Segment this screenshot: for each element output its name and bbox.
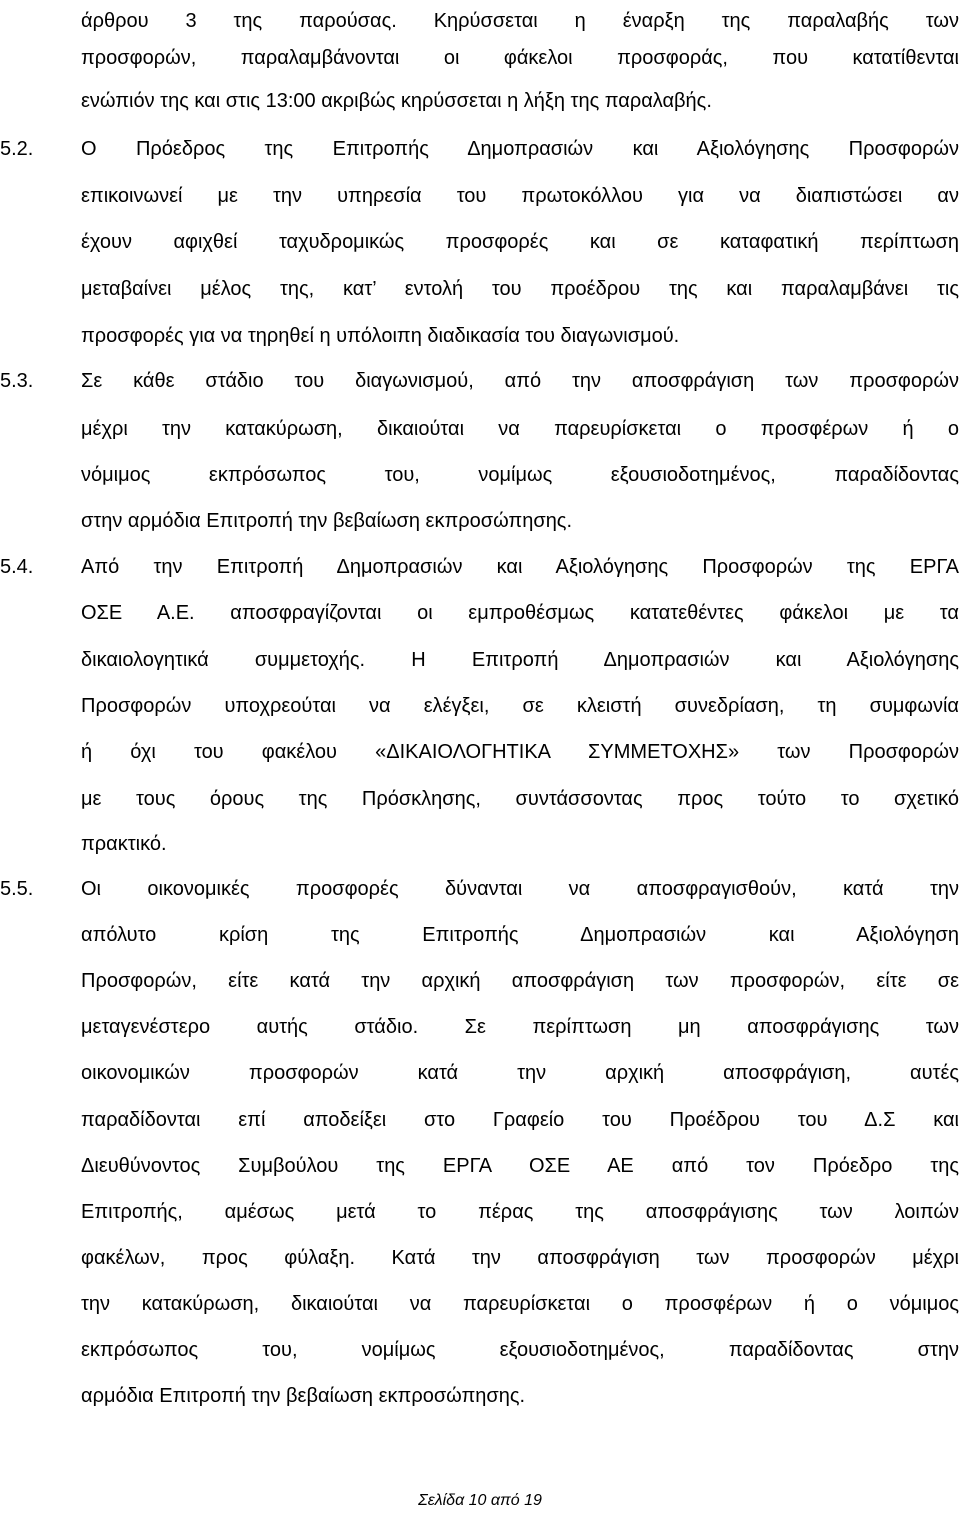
paragraph-line: Ο Πρόεδρος της Επιτροπής Δημοπρασιών και Αξιολόγησης Προσφορών [81, 138, 959, 160]
paragraph-line: απόλυτο κρίση της Επιτροπής Δημοπρασιών και Αξιολόγηση [81, 924, 959, 946]
paragraph-line: μεταγενέστερο αυτής στάδιο. Σε περίπτωση μη αποσφράγισης των [81, 1016, 959, 1038]
paragraph-line: εκπρόσωπος του, νομίμως εξουσιοδοτημένος, παραδίδοντας στην [81, 1339, 959, 1361]
paragraph-line: νόμιμος εκπρόσωπος του, νομίμως εξουσιοδοτημένος, παραδίδοντας [81, 464, 959, 486]
paragraph-line: ή όχι του φακέλου «ΔΙΚΑΙΟΛΟΓΗΤΙΚΑ ΣΥΜΜΕΤΟΧΗΣ» των Προσφορών [81, 741, 959, 763]
paragraph-line: Από την Επιτροπή Δημοπρασιών και Αξιολόγησης Προσφορών της ΕΡΓΑ [81, 556, 959, 578]
paragraph-line: Οι οικονομικές προσφορές δύνανται να αποσφραγισθούν, κατά την [81, 878, 959, 900]
paragraph-line: έχουν αφιχθεί ταχυδρομικώς προσφορές και σε καταφατική περίπτωση [81, 231, 959, 253]
paragraph-line: προσφορές για να τηρηθεί η υπόλοιπη διαδικασία του διαγωνισμού. [81, 325, 680, 347]
paragraph-line: προσφορών, παραλαμβάνονται οι φάκελοι προσφοράς, που κατατίθενται [81, 47, 959, 69]
page-number-footer: Σελίδα 10 από 19 [418, 1492, 542, 1509]
section-number: 5.4. [0, 556, 34, 578]
paragraph-line: Σε κάθε στάδιο του διαγωνισμού, από την αποσφράγιση των προσφορών [81, 370, 959, 392]
paragraph-line: άρθρου 3 της παρούσας. Κηρύσσεται η έναρξη της παραλαβής των [81, 10, 959, 32]
paragraph-line: στην αρμόδια Επιτροπή την βεβαίωση εκπροσώπησης. [81, 510, 573, 532]
paragraph-line: μεταβαίνει μέλος της, κατ’ εντολή του προέδρου της και παραλαμβάνει τις [81, 278, 959, 300]
paragraph-line: αρμόδια Επιτροπή την βεβαίωση εκπροσώπησης. [81, 1385, 526, 1407]
paragraph-line: φακέλων, προς φύλαξη. Κατά την αποσφράγιση των προσφορών μέχρι [81, 1247, 959, 1269]
section-number: 5.2. [0, 138, 34, 160]
paragraph-line: ΟΣΕ Α.Ε. αποσφραγίζονται οι εμπροθέσμως κατατεθέντες φάκελοι με τα [81, 602, 959, 624]
paragraph-line: ενώπιόν της και στις 13:00 ακριβώς κηρύσσεται η λήξη της παραλαβής. [81, 90, 712, 112]
paragraph-line: Προσφορών, είτε κατά την αρχική αποσφράγιση των προσφορών, είτε σε [81, 970, 959, 992]
paragraph-line: Διευθύνοντος Συμβούλου της ΕΡΓΑ ΟΣΕ ΑΕ από τον Πρόεδρο της [81, 1155, 959, 1177]
section-number: 5.5. [0, 878, 34, 900]
paragraph-line: οικονομικών προσφορών κατά την αρχική αποσφράγιση, αυτές [81, 1062, 959, 1084]
paragraph-line: Προσφορών υποχρεούται να ελέγξει, σε κλειστή συνεδρίαση, τη συμφωνία [81, 695, 959, 717]
paragraph-line: παραδίδονται επί αποδείξει στο Γραφείο του Προέδρου του Δ.Σ και [81, 1109, 959, 1131]
paragraph-line: την κατακύρωση, δικαιούται να παρευρίσκεται ο προσφέρων ή ο νόμιμος [81, 1293, 959, 1315]
paragraph-line: επικοινωνεί με την υπηρεσία του πρωτοκόλλου για να διαπιστώσει αν [81, 185, 959, 207]
section-number: 5.3. [0, 370, 34, 392]
paragraph-line: Επιτροπής, αμέσως μετά το πέρας της αποσφράγισης των λοιπών [81, 1201, 959, 1223]
paragraph-line: μέχρι την κατακύρωση, δικαιούται να παρευρίσκεται ο προσφέρων ή ο [81, 418, 959, 440]
paragraph-line: με τους όρους της Πρόσκλησης, συντάσσοντας προς τούτο το σχετικό [81, 788, 959, 810]
paragraph-line: πρακτικό. [81, 833, 167, 855]
paragraph-line: δικαιολογητικά συμμετοχής. Η Επιτροπή Δημοπρασιών και Αξιολόγησης [81, 649, 959, 671]
